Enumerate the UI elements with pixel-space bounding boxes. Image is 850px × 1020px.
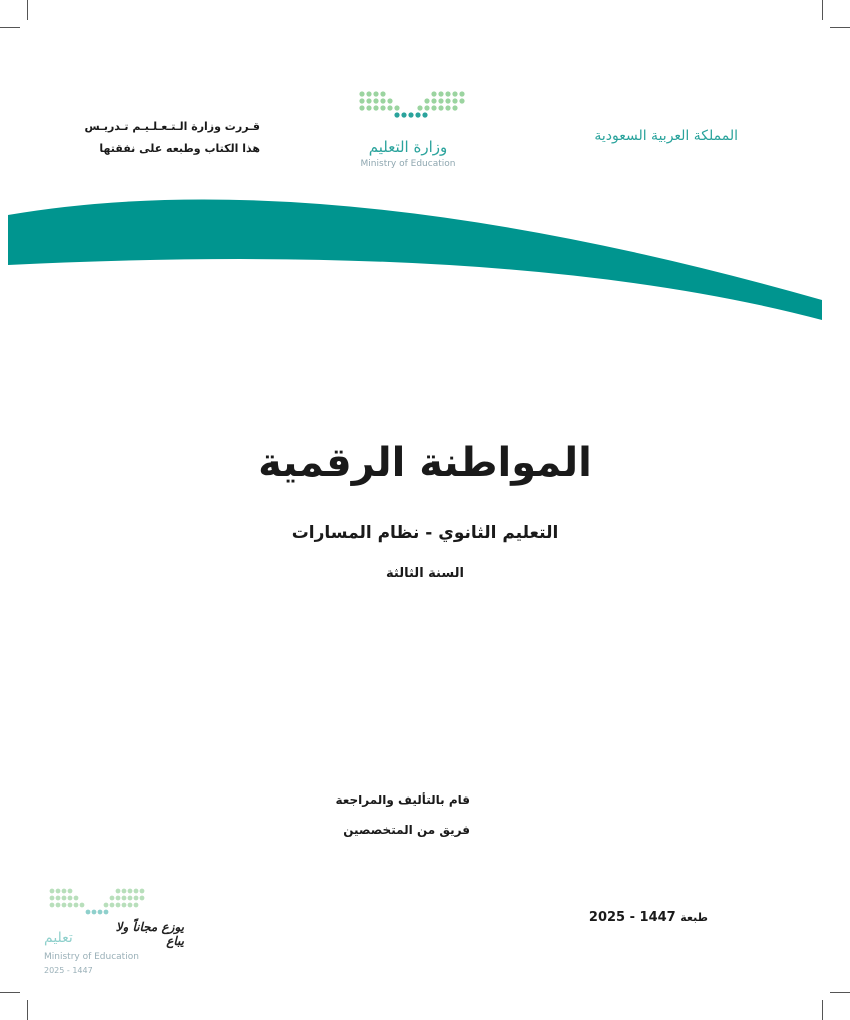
- footer-logo-year: 2025 - 1447: [44, 966, 93, 975]
- crop-mark: [822, 0, 823, 20]
- edition: [560, 910, 708, 925]
- crop-mark: [830, 992, 850, 993]
- footer-logo-english: Ministry of Education: [44, 952, 139, 962]
- crop-mark: [0, 992, 20, 993]
- edition-years: 1447 - 2025: [588, 910, 676, 925]
- authors-line1: قام بالتأليف والمراجعة: [335, 793, 470, 807]
- free-distribution-note: يوزع مجاناً ولا يباع: [115, 920, 184, 948]
- school-year: السنة الثالثة: [386, 566, 464, 581]
- ministry-decision-line1: قـررت وزارة الـتـعـلـيـم تـدريـس: [84, 120, 260, 133]
- crop-mark: [27, 1000, 28, 1020]
- crop-mark: [830, 27, 850, 28]
- edition-label: طبعة: [680, 911, 708, 924]
- crop-mark: [0, 27, 20, 28]
- authors-line2: فريق من المتخصصين: [343, 823, 470, 837]
- crop-mark: [27, 0, 28, 20]
- ministry-logo-arabic: وزارة التعليم: [368, 138, 448, 156]
- kingdom-name: المملكة العربية السعودية: [594, 128, 738, 144]
- book-subtitle: التعليم الثانوي - نظام المسارات: [291, 523, 559, 543]
- footer-logo-arabic: تعليم: [44, 930, 73, 946]
- ministry-footer-logo-icon: [44, 885, 154, 925]
- ministry-decision-line2: هذا الكتاب وطبعه على نفقتها: [99, 142, 260, 155]
- ministry-logo-english: Ministry of Education: [360, 159, 456, 169]
- teal-swoosh-band: [0, 180, 850, 330]
- book-title: المواطنة الرقمية: [258, 440, 592, 486]
- crop-mark: [822, 1000, 823, 1020]
